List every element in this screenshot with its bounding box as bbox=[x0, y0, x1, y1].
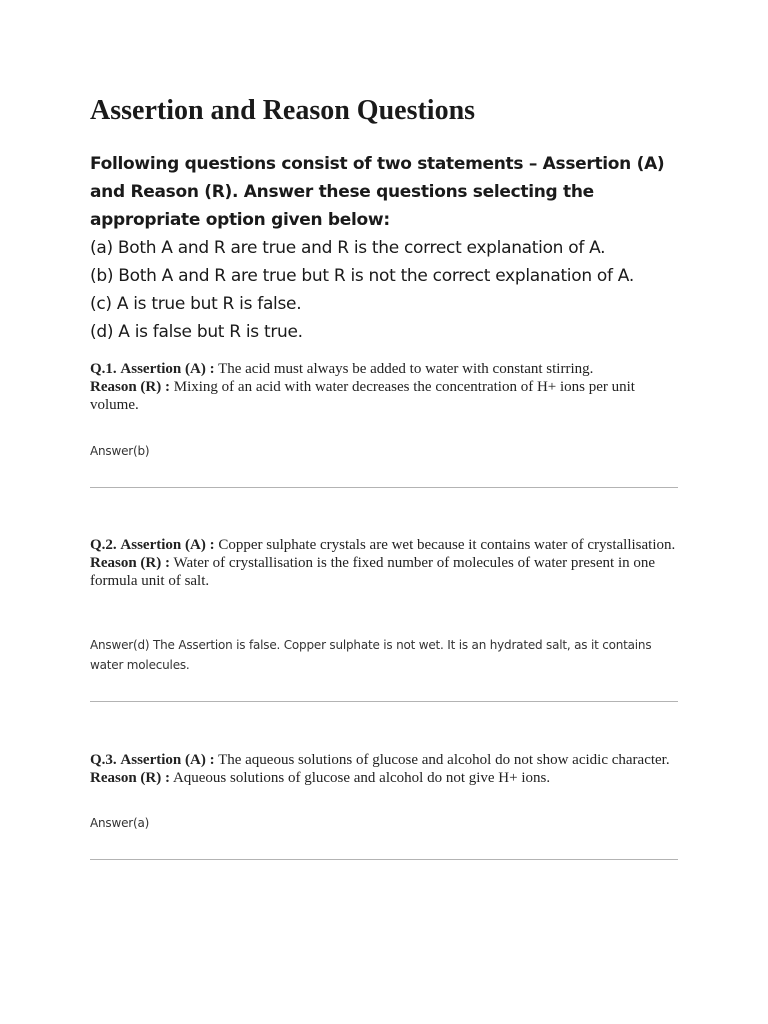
option-c: (c) A is true but R is false. bbox=[90, 294, 302, 314]
question-number: Q.1. bbox=[90, 361, 117, 377]
answer-options-list bbox=[90, 234, 634, 346]
assertion-label: Assertion (A) : bbox=[120, 752, 215, 768]
assertion-line bbox=[90, 360, 680, 378]
assertion-label: Assertion (A) : bbox=[120, 361, 215, 377]
assertion-line bbox=[90, 751, 680, 769]
reason-text: Mixing of an acid with water decreases the concentration of H+ ions per unit volume. bbox=[90, 379, 635, 413]
assertion-label: Assertion (A) : bbox=[120, 537, 215, 553]
reason-line bbox=[90, 554, 680, 590]
question-3 bbox=[90, 751, 680, 787]
question-number: Q.2. bbox=[90, 537, 117, 553]
reason-label: Reason (R) : bbox=[90, 379, 170, 395]
reason-label: Reason (R) : bbox=[90, 555, 170, 571]
reason-line bbox=[90, 769, 680, 787]
assertion-text: Copper sulphate crystals are wet because it contains water of crystallisation. bbox=[218, 537, 676, 553]
assertion-line bbox=[90, 536, 680, 554]
question-1 bbox=[90, 360, 680, 414]
reason-text: Water of crystallisation is the fixed number of molecules of water present in one formula unit of salt. bbox=[90, 555, 656, 589]
assertion-text: The aqueous solutions of glucose and alcohol do not show acidic character. bbox=[218, 752, 670, 768]
answer-3: Answer(a) bbox=[90, 816, 150, 830]
answer-2: Answer(d) The Assertion is false. Copper sulphate is not wet. It is an hydrated salt, as it contains water molecules. bbox=[90, 638, 652, 672]
reason-text: Aqueous solutions of glucose and alcohol do not give H+ ions. bbox=[172, 770, 551, 786]
assertion-text: The acid must always be added to water with constant stirring. bbox=[218, 361, 594, 377]
divider bbox=[90, 701, 678, 702]
question-number: Q.3. bbox=[90, 752, 117, 768]
answer-1: Answer(b) bbox=[90, 444, 150, 458]
divider bbox=[90, 859, 678, 860]
question-2 bbox=[90, 536, 680, 590]
reason-line bbox=[90, 378, 680, 414]
option-a: (a) Both A and R are true and R is the correct explanation of A. bbox=[90, 238, 606, 258]
page-title: Assertion and Reason Questions bbox=[90, 95, 476, 126]
divider bbox=[90, 487, 678, 488]
option-b: (b) Both A and R are true but R is not the correct explanation of A. bbox=[90, 266, 634, 286]
instructions-text: Following questions consist of two statements – Assertion (A) and Reason (R). Answer these questions selecting the appropriate option given below: bbox=[90, 154, 665, 230]
reason-label: Reason (R) : bbox=[90, 770, 170, 786]
option-d: (d) A is false but R is true. bbox=[90, 322, 303, 342]
